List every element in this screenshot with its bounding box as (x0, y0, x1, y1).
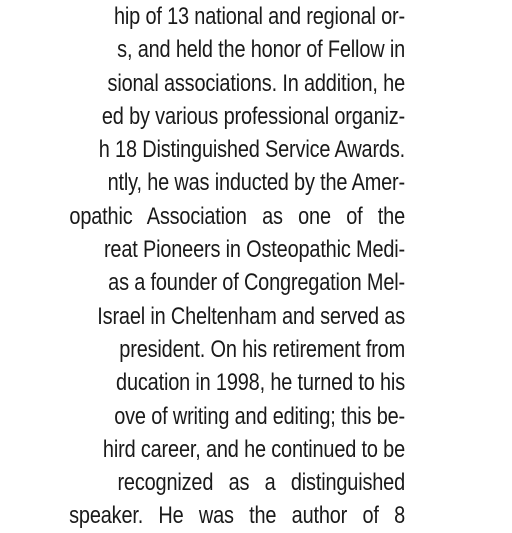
text-line: ed by various professional organiz- (101, 102, 405, 130)
paragraph-text (69, 0, 405, 533)
text-line: as a founder of Congregation Mel- (108, 269, 405, 297)
text-line: reat Pioneers in Osteopathic Medi- (103, 236, 405, 264)
text-line: president. On his retirement from (119, 335, 406, 363)
text-line: ove of writing and editing; this be- (114, 402, 405, 430)
text-line: Israel in Cheltenham and served as (97, 302, 406, 330)
text-line: ntly, he was inducted by the Amer- (107, 169, 405, 197)
text-line: hird career, and he continued to be (102, 435, 405, 463)
text-line: h 18 Distinguished Service Awards. (98, 136, 405, 164)
text-line: ducation in 1998, he turned to his (116, 369, 406, 397)
text-line: speaker. He was the author of 8 (69, 502, 406, 530)
text-line: recognized as a distinguished (117, 469, 405, 497)
text-line: opathic Association as one of the (69, 202, 406, 230)
text-line: sional associations. In addition, he (107, 69, 405, 97)
text-line: hip of 13 national and regional or- (114, 3, 405, 30)
text-line: s, and held the honor of Fellow in (117, 36, 405, 64)
